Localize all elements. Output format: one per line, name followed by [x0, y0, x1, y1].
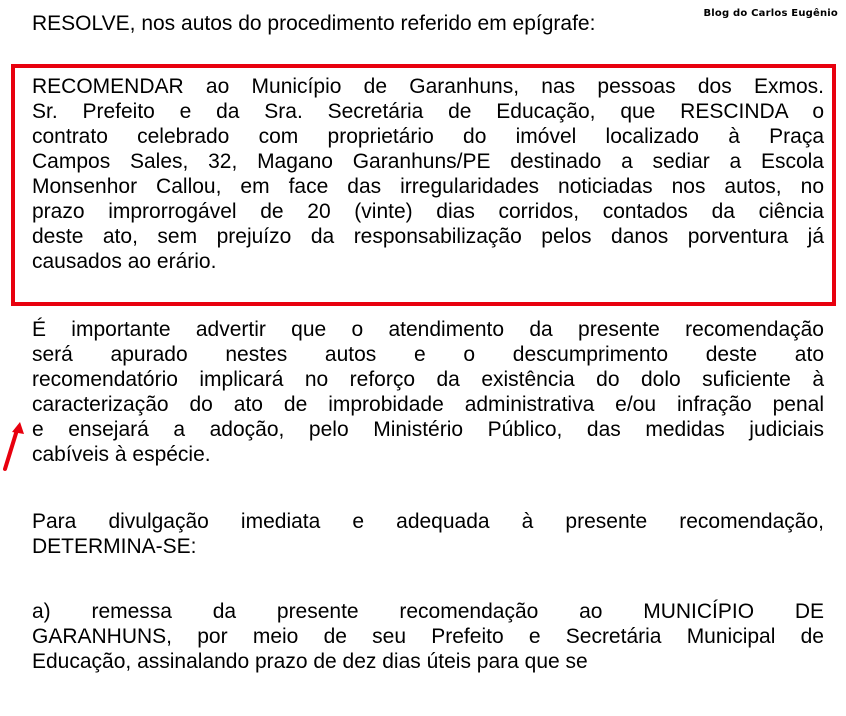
recommendation-line: Sr. Prefeito e da Sra. Secretária de Educação, que RESCINDA o	[32, 100, 824, 123]
recommendation-line: causados ao erário.	[32, 250, 217, 273]
recommendation-line: deste ato, sem prejuízo da responsabilização pelos danos porventura já	[32, 225, 824, 248]
recommendation-line: Monsenhor Callou, em face das irregularidades noticiadas nos autos, no	[32, 175, 824, 198]
red-arrow-icon	[0, 420, 40, 480]
item-a-line: Educação, assinalando prazo de dez dias úteis para que se	[32, 650, 588, 673]
warning-line: recomendatório implicará no reforço da existência do dolo suficiente à	[32, 368, 824, 391]
warning-line: caracterização do ato de improbidade administrativa e/ou infração penal	[32, 393, 824, 416]
intro-line: RESOLVE, nos autos do procedimento referido em epígrafe:	[32, 12, 596, 35]
recommendation-line: prazo improrrogável de 20 (vinte) dias corridos, contados da ciência	[32, 200, 824, 223]
recommendation-line: Campos Sales, 32, Magano Garanhuns/PE destinado a sediar a Escola	[32, 150, 824, 173]
recommendation-line: RECOMENDAR ao Município de Garanhuns, nas pessoas dos Exmos.	[32, 75, 824, 98]
dissemination-line: Para divulgação imediata e adequada à presente recomendação,	[32, 510, 824, 533]
warning-line: cabíveis à espécie.	[32, 443, 211, 466]
warning-line: e ensejará a adoção, pelo Ministério Público, das medidas judiciais	[32, 418, 824, 441]
blog-watermark: Blog do Carlos Eugênio	[703, 8, 838, 19]
warning-line: É importante advertir que o atendimento da presente recomendação	[32, 318, 824, 341]
recommendation-line: contrato celebrado com proprietário do imóvel localizado à Praça	[32, 125, 824, 148]
dissemination-line: DETERMINA-SE:	[32, 535, 197, 558]
item-a-line: GARANHUNS, por meio de seu Prefeito e Secretária Municipal de	[32, 625, 824, 648]
item-a-line: a) remessa da presente recomendação ao MUNICÍPIO DE	[32, 600, 824, 623]
warning-line: será apurado nestes autos e o descumprimento deste ato	[32, 343, 824, 366]
